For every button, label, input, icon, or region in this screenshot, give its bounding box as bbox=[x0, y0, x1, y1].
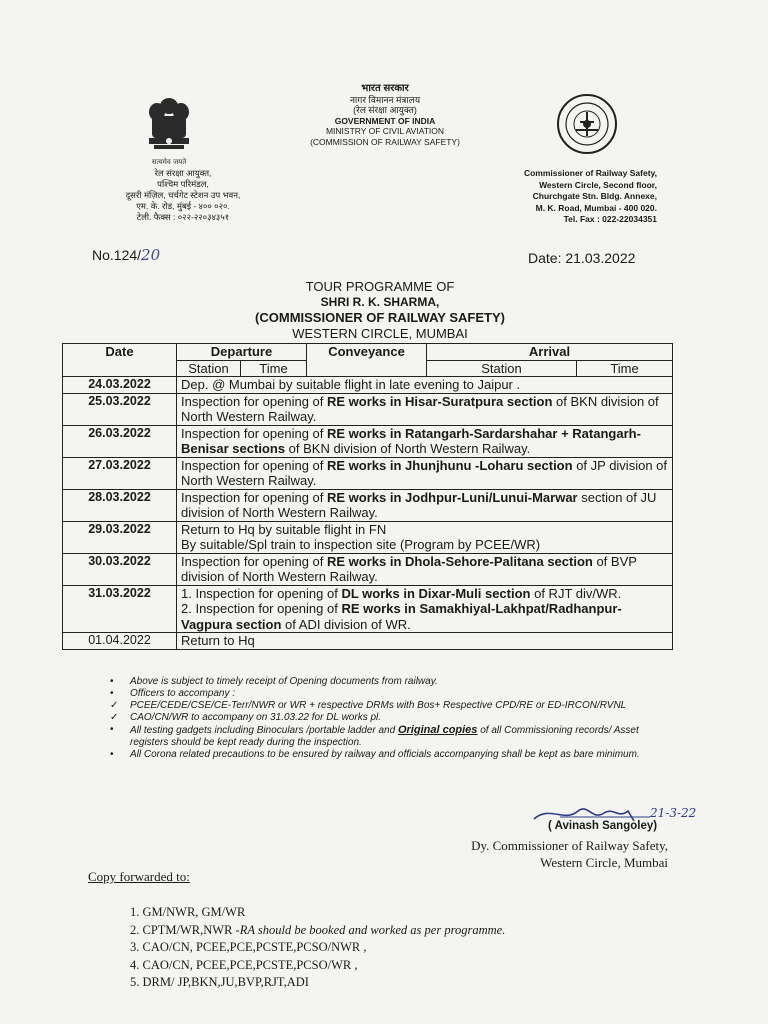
recipient-text: 4. CAO/CN, PCEE,PCE,PCSTE,PCSO/WR , bbox=[130, 957, 358, 972]
table-row bbox=[63, 489, 673, 521]
table-row bbox=[63, 377, 673, 394]
row-programme bbox=[177, 553, 673, 585]
programme-text: of RJT div/WR. bbox=[530, 585, 622, 601]
signatory-name: ( Avinash Sangoley) bbox=[548, 820, 658, 832]
hindi-address bbox=[108, 168, 258, 223]
bullet-icon: • bbox=[110, 688, 114, 699]
subheader-departure-station: Station bbox=[177, 360, 241, 377]
table-row bbox=[63, 633, 673, 650]
title-officer-name: SHRI R. K. SHARMA, bbox=[320, 294, 440, 309]
note-text: Officers to accompany : bbox=[130, 688, 236, 699]
programme-text: Inspection for opening of bbox=[181, 425, 327, 441]
programme-text: of JP division of North Western Railway. bbox=[181, 457, 667, 488]
tour-programme-title bbox=[180, 279, 580, 341]
table-row bbox=[63, 553, 673, 585]
programme-highlight: RE works in Ratangarh-Sardarshahar + Ratangarh-Benisar sections bbox=[181, 425, 641, 456]
title-officer-designation: (COMMISSIONER OF RAILWAY SAFETY) bbox=[255, 310, 505, 325]
programme-text: 1. Inspection for opening of bbox=[181, 585, 342, 601]
copy-recipient bbox=[130, 957, 505, 975]
table-row bbox=[63, 585, 673, 633]
row-date: 24.03.2022 bbox=[63, 377, 177, 394]
commission-name: (COMMISSION OF RAILWAY SAFETY) bbox=[310, 136, 460, 147]
title-circle: WESTERN CIRCLE, MUMBAI bbox=[292, 325, 468, 341]
hindi-address-line: रेल संरक्षा आयुक्त, bbox=[154, 168, 212, 178]
document-date: Date: 21.03.2022 bbox=[528, 250, 636, 266]
hindi-address-line: पश्चिम परिमंडल, bbox=[157, 179, 209, 189]
programme-text: Dep. @ Mumbai by suitable flight in late evening to Jaipur . bbox=[181, 377, 521, 392]
programme-text: Return to Hq by suitable flight in FN bbox=[181, 521, 387, 537]
note-emphasis: Original copies bbox=[397, 724, 478, 736]
programme-text: Return to Hq bbox=[181, 633, 255, 648]
programme-text: of ADI division of WR. bbox=[281, 616, 411, 632]
note-item bbox=[108, 676, 678, 688]
note-item bbox=[108, 688, 678, 700]
ministry-name: MINISTRY OF CIVIL AVIATION bbox=[325, 126, 445, 136]
hindi-government: भारत सरकार bbox=[361, 83, 409, 94]
copy-recipient bbox=[130, 922, 505, 940]
note-item bbox=[108, 749, 678, 761]
hindi-address-line: टेली. फैक्स : ०२२-२२०३४३५१ bbox=[136, 212, 230, 222]
row-date: 27.03.2022 bbox=[63, 457, 177, 489]
programme-text: section of JU division of North Western Railway. bbox=[181, 489, 657, 520]
row-programme bbox=[177, 425, 673, 457]
programme-text: of BKN division of North Western Railway. bbox=[181, 393, 659, 424]
header-arrival: Arrival bbox=[427, 344, 673, 361]
header-conveyance: Conveyance bbox=[307, 344, 427, 377]
subheader-arrival-time: Time bbox=[577, 360, 673, 377]
row-programme bbox=[177, 489, 673, 521]
copy-recipient bbox=[130, 904, 505, 922]
national-emblem-icon bbox=[138, 92, 200, 178]
row-programme bbox=[177, 457, 673, 489]
subheader-departure-time: Time bbox=[241, 360, 307, 377]
tour-programme-table bbox=[62, 343, 672, 650]
row-programme bbox=[177, 377, 673, 394]
government-of-india: GOVERNMENT OF INDIA bbox=[334, 115, 436, 126]
row-date: 25.03.2022 bbox=[63, 393, 177, 425]
bullet-icon: • bbox=[110, 676, 114, 687]
note-text: All testing gadgets including Binoculars /portable ladder and bbox=[130, 725, 398, 736]
note-item bbox=[108, 700, 678, 712]
bullet-icon: • bbox=[110, 724, 114, 735]
hindi-commission: (रेल संरक्षा आयुक्त) bbox=[353, 105, 417, 115]
recipient-text: 1. GM/NWR, GM/WR bbox=[130, 905, 246, 919]
programme-highlight: RE works in Hisar-Suratpura section bbox=[327, 393, 553, 409]
programme-text: Inspection for opening of bbox=[181, 553, 327, 569]
title-line-1: TOUR PROGRAMME OF bbox=[305, 279, 455, 294]
programme-text: Inspection for opening of bbox=[181, 489, 327, 505]
note-item bbox=[108, 712, 678, 724]
programme-highlight: DL works in Dixar-Muli section bbox=[341, 585, 531, 601]
programme-text: 2. Inspection for opening of bbox=[181, 601, 342, 616]
programme-highlight: RE works in Samakhiyal-Lakhpat/Radhanpur-Vagpura section bbox=[181, 601, 622, 632]
copy-forwarded-heading: Copy forwarded to: bbox=[88, 869, 190, 884]
hindi-ministry: नागर विमानन मंत्रालय bbox=[349, 94, 421, 105]
bullet-icon: • bbox=[110, 749, 114, 760]
note-text: PCEE/CEDE/CSE/CE-Terr/NWR or WR + respective DRMs with Bos+ Respective CPD/RE or ED-IRCON/RVNL bbox=[130, 700, 627, 711]
row-date: 26.03.2022 bbox=[63, 425, 177, 457]
programme-text: of BKN division of North Western Railway. bbox=[285, 441, 531, 456]
hindi-address-line: एम. के. रोड, मुंबई - ४०० ०२०. bbox=[136, 201, 230, 211]
subheader-arrival-station: Station bbox=[427, 360, 577, 377]
table-row bbox=[63, 521, 673, 553]
address-line: M. K. Road, Mumbai - 400 020. bbox=[535, 202, 657, 213]
row-programme bbox=[177, 633, 673, 650]
copy-forwarded-list bbox=[130, 904, 505, 992]
notes-list bbox=[108, 676, 678, 761]
signatory-designation: Dy. Commissioner of Railway Safety, bbox=[471, 838, 668, 853]
reference-number bbox=[92, 246, 160, 264]
programme-text: By suitable/Spl train to inspection site (Program by PCEE/WR) bbox=[181, 537, 541, 552]
row-date: 28.03.2022 bbox=[63, 489, 177, 521]
address-line: Commissioner of Railway Safety, bbox=[523, 168, 657, 178]
recipient-text: 5. DRM/ JP,BKN,JU,BVP,RJT,ADI bbox=[130, 975, 309, 989]
government-heading bbox=[250, 84, 520, 147]
recipient-text: 3. CAO/CN, PCEE,PCE,PCSTE,PCSO/NWR , bbox=[130, 940, 367, 954]
english-address bbox=[495, 168, 657, 226]
header-date: Date bbox=[63, 344, 177, 377]
reference-handwritten: 20 bbox=[141, 246, 161, 264]
note-text: CAO/CN/WR to accompany on 31.03.22 for DL works pl. bbox=[130, 712, 382, 723]
hindi-address-line: दूसरी मंज़िल, चर्चगेट स्टेशन उप भवन, bbox=[125, 190, 241, 200]
check-icon: ✓ bbox=[110, 700, 119, 711]
signatory-office: Western Circle, Mumbai bbox=[540, 855, 668, 870]
note-text: All Corona related precautions to be ensured by railway and officials accompanying shall be kept as bare minimum. bbox=[130, 749, 640, 760]
row-programme bbox=[177, 393, 673, 425]
note-text: of all Commissioning records/ Asset registers should be kept ready during the inspection. bbox=[130, 725, 639, 748]
recipient-remark: RA should be booked and worked as per programme. bbox=[239, 922, 506, 937]
programme-highlight: RE works in Dhola-Sehore-Palitana section bbox=[327, 553, 593, 569]
emblem-caption: सत्यमेव जयते bbox=[151, 158, 187, 166]
table-row bbox=[63, 393, 673, 425]
recipient-text: 2. CPTM/WR,NWR - bbox=[130, 922, 240, 937]
programme-highlight: RE works in Jhunjhunu -Loharu section bbox=[327, 457, 573, 473]
programme-text: Inspection for opening of bbox=[181, 393, 327, 409]
copy-recipient bbox=[130, 974, 505, 992]
row-date: 29.03.2022 bbox=[63, 521, 177, 553]
note-item bbox=[108, 724, 678, 749]
signatory-designation-block bbox=[446, 837, 668, 871]
header-departure: Departure bbox=[177, 344, 307, 361]
programme-text: of BVP division of North Western Railway. bbox=[181, 553, 637, 584]
signature-date: 21-3-22 bbox=[650, 806, 697, 820]
row-date: 30.03.2022 bbox=[63, 553, 177, 585]
table-row bbox=[63, 425, 673, 457]
crs-seal-icon bbox=[556, 92, 618, 156]
address-line: Tel. Fax : 022-22034351 bbox=[563, 214, 657, 224]
table-row bbox=[63, 457, 673, 489]
check-icon: ✓ bbox=[110, 712, 119, 723]
programme-text: Inspection for opening of bbox=[181, 457, 327, 473]
copy-recipient bbox=[130, 939, 505, 957]
row-programme bbox=[177, 521, 673, 553]
row-programme bbox=[177, 585, 673, 633]
row-date: 31.03.2022 bbox=[63, 585, 177, 633]
reference-prefix: No.124/ bbox=[92, 247, 142, 263]
address-line: Western Circle, Second floor, bbox=[539, 179, 657, 190]
note-text: Above is subject to timely receipt of Opening documents from railway. bbox=[130, 676, 438, 687]
address-line: Churchgate Stn. Bldg. Annexe, bbox=[532, 191, 657, 201]
programme-highlight: RE works in Jodhpur-Luni/Lunui-Marwar bbox=[327, 489, 578, 505]
row-date: 01.04.2022 bbox=[63, 633, 177, 650]
